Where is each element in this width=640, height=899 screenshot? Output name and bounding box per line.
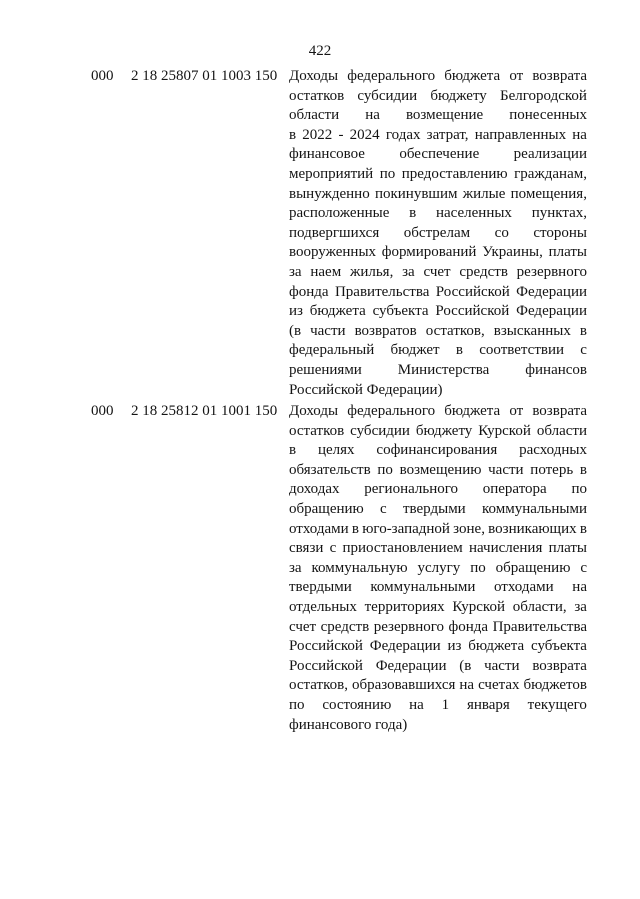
description-line: Российской Федерации) (289, 381, 443, 398)
description-line: остатков субсидии бюджету Белгородской (289, 87, 587, 104)
entry-description (289, 67, 587, 400)
description-line: фонда Правительства Российской Федерации (289, 283, 587, 300)
description-line: области на возмещение понесенных (289, 107, 587, 124)
description-line: счет средств резервного фонда Правительства (289, 618, 587, 635)
description-line: расположенные в населенных пунктах, (289, 205, 587, 222)
description-line: обращению с твердыми коммунальными (289, 500, 587, 517)
description-line: за коммунальную услугу по обращению с (289, 559, 587, 576)
admin-code: 000 (91, 68, 114, 84)
description-line: решениями Министерства финансов (289, 361, 587, 378)
description-line: обязательств по возмещению части потерь в (289, 461, 587, 478)
description-line: федеральный бюджет в соответствии с (289, 342, 587, 359)
budget-classification-code: 2 18 25807 01 1003 150 (131, 68, 278, 84)
description-line: вооруженных формирований Украины, платы (289, 244, 587, 261)
description-line: из бюджета субъекта Российской Федерации (289, 303, 587, 320)
description-line: в 2022 - 2024 годах затрат, направленных на (289, 126, 587, 143)
description-line: Российской Федерации (в части возврата (289, 657, 587, 674)
description-line: остатков, образовавшихся на счетах бюджетов (289, 677, 587, 694)
description-line: в целях софинансирования расходных (289, 442, 587, 459)
description-line: остатков субсидии бюджету Курской области (289, 422, 587, 439)
description-line: вынужденно покинувшим жилые помещения, (289, 185, 587, 202)
description-line: (в части возвратов остатков, взысканных в (289, 322, 587, 339)
budget-classification-code: 2 18 25812 01 1001 150 (131, 403, 278, 419)
description-line: финансового года) (289, 716, 408, 733)
admin-code: 000 (91, 403, 114, 419)
description-line: доходах регионального оператора по (289, 481, 587, 498)
description-line: по состоянию на 1 января текущего (289, 696, 587, 713)
description-line: твердыми коммунальными отходами на (289, 579, 587, 596)
description-line: мероприятий по предоставлению гражданам, (289, 165, 587, 182)
description-line: отдельных территориях Курской области, за (289, 598, 587, 615)
description-line: связи с приостановлением начисления платы (289, 540, 587, 557)
description-line: подвергшихся обстрелам со стороны (289, 224, 587, 241)
description-line: за наем жилья, за счет средств резервного (289, 263, 587, 280)
description-line: Доходы федерального бюджета от возврата (289, 403, 587, 419)
entry-description (289, 402, 587, 735)
description-line: финансовое обеспечение реализации (289, 146, 587, 163)
description-line: Российской Федерации из бюджета субъекта (289, 638, 587, 655)
description-line: Доходы федерального бюджета от возврата (289, 68, 587, 84)
description-line: отходами в юго-западной зоне, возникающих в (289, 520, 587, 537)
page-number: 422 (308, 43, 332, 59)
